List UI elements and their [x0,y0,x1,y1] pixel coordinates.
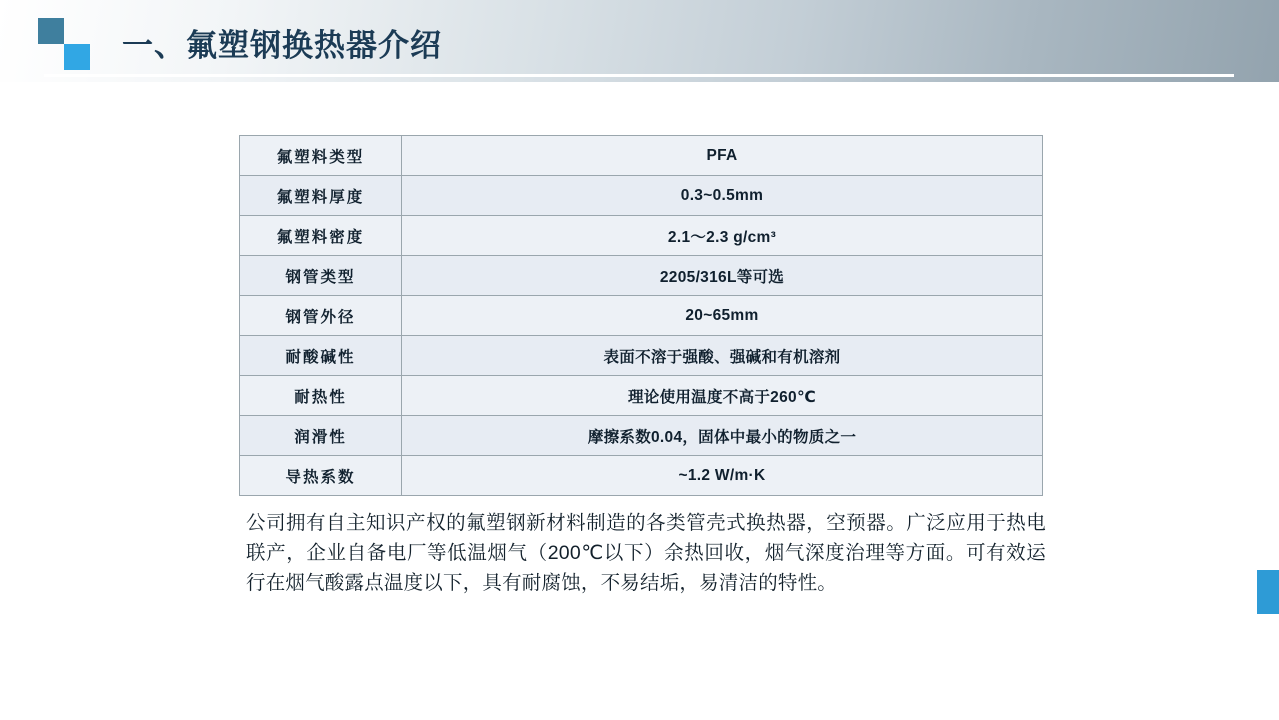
table-cell-label: 耐酸碱性 [240,336,402,376]
table-row [240,296,1043,336]
table-cell-label: 导热系数 [240,456,402,496]
table-row [240,176,1043,216]
edge-accent-marker [1257,570,1279,614]
table-row [240,256,1043,296]
table-cell-value: 0.3~0.5mm [402,176,1043,216]
table-row [240,456,1043,496]
page-title: 一、氟塑钢换热器介绍 [122,28,442,63]
table-cell-value: PFA [402,136,1043,176]
table-row [240,336,1043,376]
table-cell-value: 理论使用温度不高于260℃ [402,376,1043,416]
table-cell-label: 耐热性 [240,376,402,416]
table-cell-value: 摩擦系数0.04，固体中最小的物质之一 [402,416,1043,456]
table-cell-label: 氟塑料密度 [240,216,402,256]
specification-table [239,135,1043,496]
body-paragraph [246,508,1046,598]
table-row [240,416,1043,456]
table-row [240,376,1043,416]
table-cell-label: 钢管类型 [240,256,402,296]
table-row [240,136,1043,176]
table-cell-value: 2205/316L等可选 [402,256,1043,296]
table-cell-value: 20~65mm [402,296,1043,336]
table-row [240,216,1043,256]
logo-square-dark-icon [38,18,64,44]
table-cell-label: 氟塑料类型 [240,136,402,176]
header-divider [44,74,1234,77]
paragraph-text: 公司拥有自主知识产权的氟塑钢新材料制造的各类管壳式换热器，空预器。广泛应用于热电联产，企业自备电厂等低温烟气（200℃以下）余热回收，烟气深度治理等方面。可有效运行在烟气酸露点温度以下，具有耐腐蚀，不易结垢，易清洁的特性。 [246,512,1046,594]
table-cell-label: 钢管外径 [240,296,402,336]
table-cell-label: 氟塑料厚度 [240,176,402,216]
table-cell-value: 2.1～2.3 g/cm³ [402,216,1043,256]
table-cell-value: 表面不溶于强酸、强碱和有机溶剂 [402,336,1043,376]
table-cell-value: ~1.2 W/m·K [402,456,1043,496]
logo-square-blue-icon [64,44,90,70]
table-cell-label: 润滑性 [240,416,402,456]
